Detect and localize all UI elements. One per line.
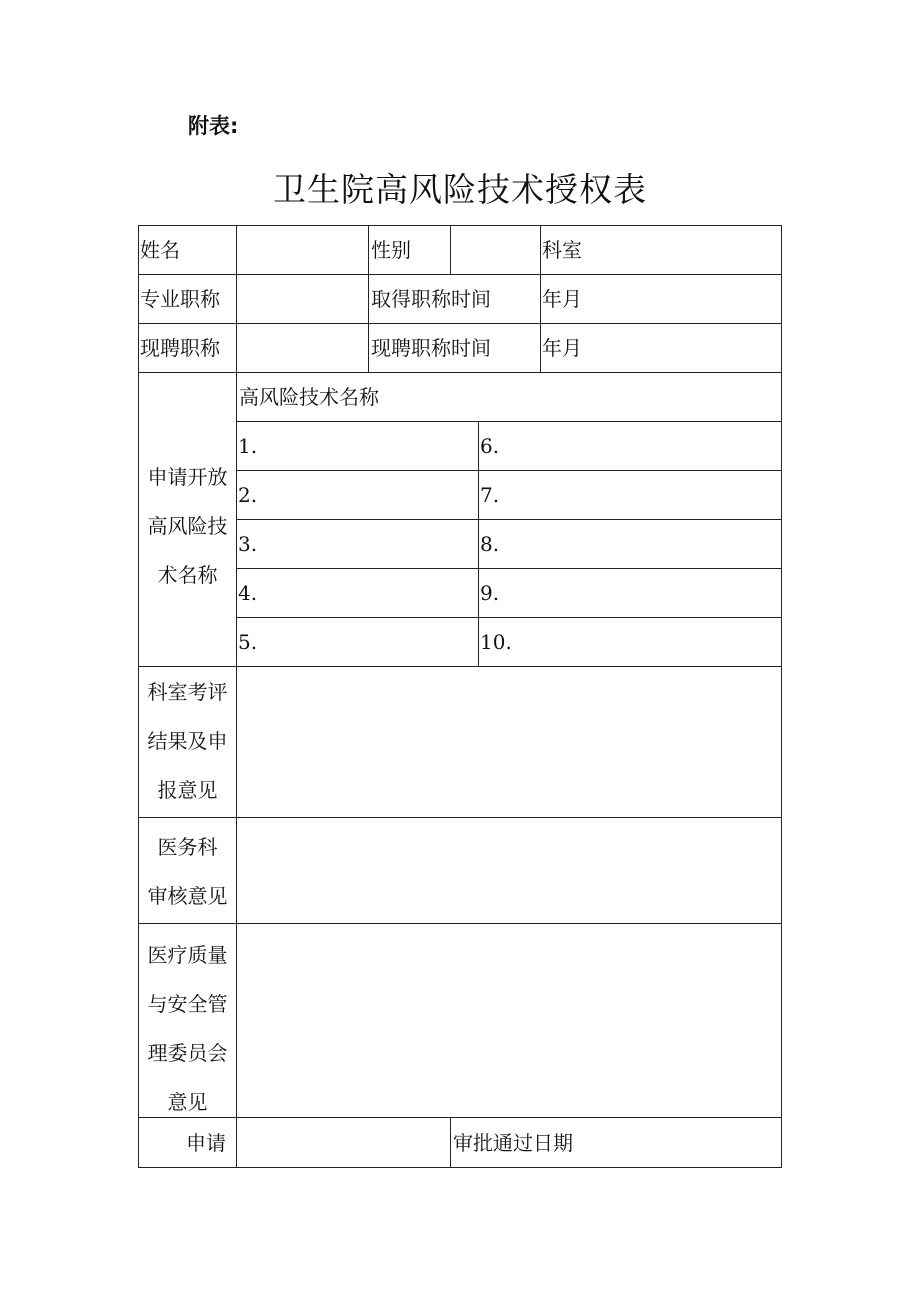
prof-title-field[interactable] [238, 275, 367, 322]
gender-field[interactable] [452, 226, 539, 273]
col-line [368, 225, 369, 372]
prof-title-date-value[interactable]: 年月 [542, 287, 582, 311]
row-line [237, 470, 782, 471]
tech-item[interactable]: 10. [480, 630, 512, 654]
prof-title-date-label: 取得职称时间 [371, 287, 491, 311]
row-line [138, 1167, 782, 1168]
attachment-label: 附表: [188, 114, 239, 138]
row-line [138, 372, 782, 373]
approval-date-label: 审批通过日期 [453, 1131, 573, 1155]
tech-item[interactable]: 7. [480, 483, 500, 507]
row-line [237, 568, 782, 569]
name-field[interactable] [238, 226, 367, 273]
tech-item[interactable]: 6. [480, 434, 500, 458]
tech-item[interactable]: 5. [238, 630, 258, 654]
tech-item[interactable]: 4. [238, 581, 258, 605]
current-title-field[interactable] [238, 324, 367, 371]
committee-field[interactable] [238, 924, 780, 1116]
row-line [237, 617, 782, 618]
apply-row-label: 申请 [186, 1131, 226, 1155]
tech-header: 高风险技术名称 [239, 385, 379, 409]
authorization-form [138, 225, 782, 1168]
department-label: 科室 [542, 238, 582, 262]
committee-label: 医疗质量 与安全管 理委员会 意见 [147, 943, 228, 1114]
medical-review-label: 医务科 审核意见 [147, 835, 228, 908]
row-line [138, 323, 782, 324]
current-title-label: 现聘职称 [140, 336, 220, 360]
apply-tech-label: 申请开放 高风险技 术名称 [147, 465, 228, 587]
tech-item[interactable]: 3. [238, 532, 258, 556]
col-line [450, 1117, 451, 1167]
tech-item[interactable]: 2. [238, 483, 258, 507]
medical-review-field[interactable] [238, 818, 780, 922]
prof-title-label: 专业职称 [140, 287, 220, 311]
col-line [478, 421, 479, 666]
apply-field[interactable] [238, 1118, 449, 1166]
gender-label: 性别 [371, 238, 411, 262]
name-label: 姓名 [140, 238, 180, 262]
col-line [450, 225, 451, 274]
tech-item[interactable]: 1. [238, 434, 258, 458]
current-title-date-label: 现聘职称时间 [371, 336, 491, 360]
row-line [237, 519, 782, 520]
row-line [237, 421, 782, 422]
dept-review-field[interactable] [238, 667, 780, 816]
tech-item[interactable]: 9. [480, 581, 500, 605]
current-title-date-value[interactable]: 年月 [542, 336, 582, 360]
form-title: 卫生院高风险技术授权表 [273, 170, 647, 209]
dept-review-label: 科室考评 结果及申 报意见 [147, 680, 228, 802]
col-line [540, 225, 541, 372]
tech-item[interactable]: 8. [480, 532, 500, 556]
col-line [781, 225, 782, 1168]
col-line [236, 225, 237, 1168]
row-line [138, 274, 782, 275]
